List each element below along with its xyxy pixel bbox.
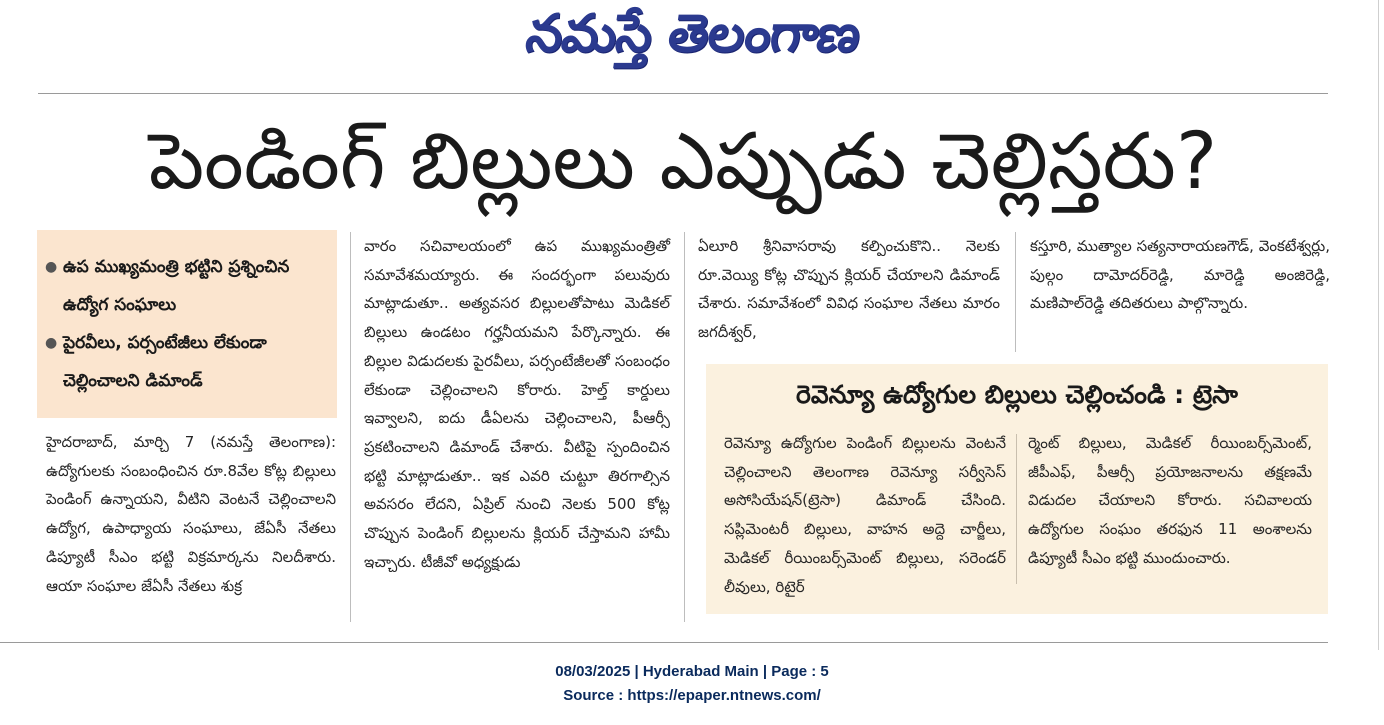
- footer-source[interactable]: Source : https://epaper.ntnews.com/: [563, 687, 821, 704]
- highlight-item: [45, 324, 337, 400]
- article-text: ఏలూరి శ్రీనివాసరావు కల్పించుకొని.. నెలకు రూ.వెయ్యి కోట్ల చొప్పున క్లియర్ చేయాలని డిమాండ్ చేశారు. సమావేశంలో వివిధ సంఘాల నేతలు మారం జగదీశ్వర్,: [698, 237, 1000, 342]
- article-column-1: [46, 428, 336, 628]
- sub-story-text: రెవెన్యూ ఉద్యోగుల పెండింగ్ బిల్లులను వెంటనే చెల్లించాలని తెలంగాణ రెవెన్యూ సర్వీసెస్ అసోసియేషన్(ట్రెసా) డిమాండ్ చేసింది. సప్లిమెంటరీ బిల్లులు, వాహన అద్దె చార్జీలు, మెడికల్ రీయింబర్స్‌మెంట్ బిల్లులు, సరెండర్ లీవులు, రిటైర్: [724, 434, 1006, 596]
- column-divider: [350, 232, 351, 622]
- article-text: హైదరాబాద్, మార్చి 7 (నమస్తే తెలంగాణ): ఉద్యోగులకు సంబంధించిన రూ.8వేల కోట్ల బిల్లులు పెండింగ్ ఉన్నాయని, వీటిని వెంటనే చెల్లించాలని ఉద్యోగ, ఉపాధ్యాయ సంఘాలు, జేఏసీ నేతలు డిప్యూటీ సీఎం భట్టి విక్రమార్కను నిలదీశారు. ఆయా సంఘాల జేఏసీ నేతలు శుక్ర: [46, 433, 336, 595]
- highlight-text: ఉప ముఖ్యమంత్రి భట్టిని ప్రశ్నించిన ఉద్యోగ సంఘాలు: [63, 257, 290, 315]
- page-bottom-divider: [0, 642, 1328, 643]
- sub-story-text: ర్మెంట్ బిల్లులు, మెడికల్ రీయింబర్స్‌మెంట్, జీపీఎఫ్, పీఆర్సీ ప్రయోజనాలను తక్షణమే విడుదల చేయాలని కోరారు. సచివాలయ ఉద్యోగుల సంఘం తరఫున 11 అంశాలను డిప్యూటీ సీఎం భట్టి ముందుంచారు.: [1028, 434, 1312, 567]
- bullet-icon: ●: [45, 259, 58, 275]
- footer-date-page: 08/03/2025 | Hyderabad Main | Page : 5: [555, 663, 829, 680]
- article-column-3: [698, 232, 1000, 362]
- masthead-divider: [38, 93, 1328, 94]
- article-column-4: [1030, 232, 1330, 362]
- column-divider: [1016, 434, 1017, 584]
- masthead: [0, 0, 1384, 78]
- article-headline: పెండింగ్ బిల్లులు ఎప్పుడు చెల్లిస్తరు?: [148, 117, 1218, 207]
- highlight-text: పైరవీలు, పర్సంటేజీలు లేకుండా చెల్లించాలని డిమాండ్: [63, 333, 267, 391]
- sub-story-title: రెవెన్యూ ఉద్యోగుల బిల్లులు చెల్లించండి : ట్రెసా: [796, 380, 1238, 409]
- newspaper-logo: నమస్తే తెలంగాణ: [522, 4, 864, 64]
- column-divider: [1015, 232, 1016, 352]
- column-divider: [684, 232, 685, 622]
- article-column-2: [364, 232, 670, 622]
- sub-story-column-1: [724, 429, 1006, 601]
- page-edge: [1378, 0, 1379, 650]
- sub-story-column-2: [1028, 429, 1312, 573]
- article-text: వారం సచివాలయంలో ఉప ముఖ్యమంత్రితో సమావేశమయ్యారు. ఈ సందర్భంగా పలువురు మాట్లాడుతూ.. అత్యవసర బిల్లులతోపాటు మెడికల్ బిల్లులు ఉండటం గర్హనీయమని పేర్కొన్నారు. ఈ బిల్లుల విడుదలకు పైరవీలు, పర్సంటేజీలతో సంబంధం లేకుండా చెల్లించాలని కోరారు. హెల్త్ కార్డులు ఇవ్వాలని, ఐదు డీఏలను చెల్లించాలని, పీఆర్సీ ప్రకటించాలని డిమాండ్ చేశారు. వీటిపై స్పందించిన భట్టి మాట్లాడుతూ.. ఇక ఎవరి చుట్టూ తిరగాల్సిన అవసరం లేదని, ఏప్రిల్ నుంచి నెలకు 500 కోట్ల చొప్పున పెండింగ్ బిల్లులను క్లియర్ చేస్తామని హామీ ఇచ్చారు. టీజీవో అధ్యక్షుడు: [364, 237, 670, 571]
- article-text: కస్తూరి, ముత్యాల సత్యనారాయణగౌడ్, వెంకటేశ్వర్లు, పుల్గం దామోదర్‌రెడ్డి, మారెడ్డి అంజిరెడ్డి, మణిపాల్‌రెడ్డి తదితరులు పాల్గొన్నారు.: [1030, 237, 1330, 313]
- sub-story-box: [706, 364, 1328, 614]
- bullet-icon: ●: [45, 335, 58, 351]
- highlight-item: [45, 248, 337, 324]
- highlights-box: [37, 230, 337, 418]
- footer: [0, 660, 1384, 708]
